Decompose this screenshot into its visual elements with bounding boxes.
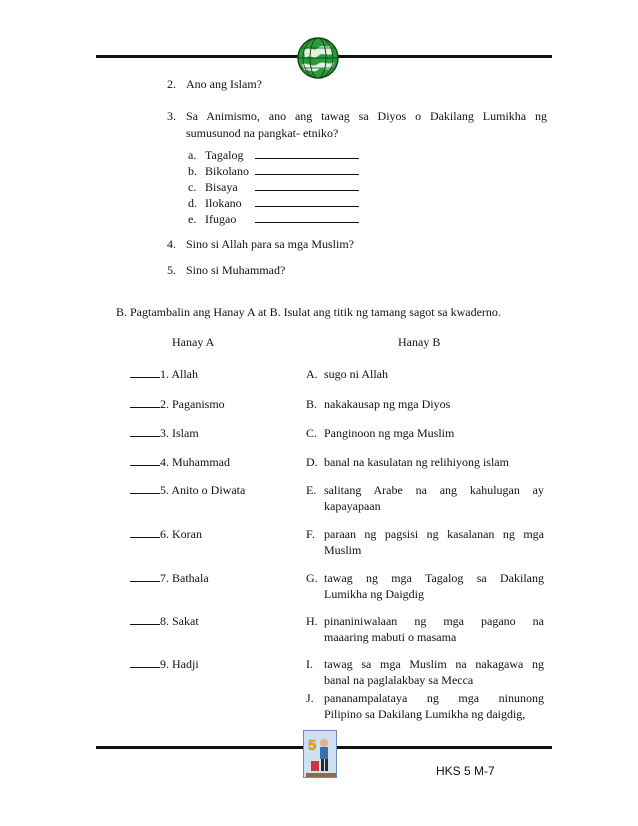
answer-blank[interactable] [130, 368, 160, 378]
option-bisaya: c. Bisaya [188, 180, 359, 194]
option-ilokano: d. Ilokano [188, 196, 359, 210]
answer-blank[interactable] [255, 196, 359, 207]
question-3-line1: Sa Animismo, ano ang tawag sa Diyos o Dakilang Lumikha ng [186, 109, 547, 123]
option-tagalog: a. Tagalog [188, 148, 359, 162]
hanay-a-item-1: 1. Allah [130, 367, 198, 382]
answer-blank[interactable] [255, 180, 359, 191]
answer-blank[interactable] [255, 148, 359, 159]
hanay-a-item-2: 2. Paganismo [130, 397, 225, 412]
answer-blank[interactable] [130, 456, 160, 466]
hanay-a-item-4: 4. Muhammad [130, 455, 230, 470]
answer-blank[interactable] [130, 528, 160, 538]
column-header-b: Hanay B [398, 335, 441, 349]
hanay-a-item-3: 3. Islam [130, 426, 199, 441]
answer-blank[interactable] [130, 484, 160, 494]
answer-blank[interactable] [130, 398, 160, 408]
footer-code: HKS 5 M-7 [436, 764, 495, 778]
hanay-a-item-5: 5. Anito o Diwata [130, 483, 245, 498]
option-ifugao: e. Ifugao [188, 212, 359, 226]
hanay-a-item-6: 6. Koran [130, 527, 202, 542]
section-b-instruction: B. Pagtambalin ang Hanay A at B. Isulat ang titik ng tamang sagot sa kwaderno. [116, 305, 501, 319]
page-number: 5 [308, 737, 317, 754]
answer-blank[interactable] [130, 658, 160, 668]
question-3-line2: sumusunod na pangkat- etniko? [186, 126, 339, 140]
answer-blank[interactable] [255, 212, 359, 223]
column-header-a: Hanay A [172, 335, 215, 349]
page-badge [303, 730, 337, 778]
globe-logo-icon [296, 36, 340, 80]
answer-blank[interactable] [130, 572, 160, 582]
answer-blank[interactable] [130, 427, 160, 437]
answer-blank[interactable] [130, 615, 160, 625]
hanay-a-item-7: 7. Bathala [130, 571, 209, 586]
hanay-a-item-9: 9. Hadji [130, 657, 199, 672]
answer-blank[interactable] [255, 164, 359, 175]
option-bikolano: b. Bikolano [188, 164, 359, 178]
hanay-a-item-8: 8. Sakat [130, 614, 199, 629]
